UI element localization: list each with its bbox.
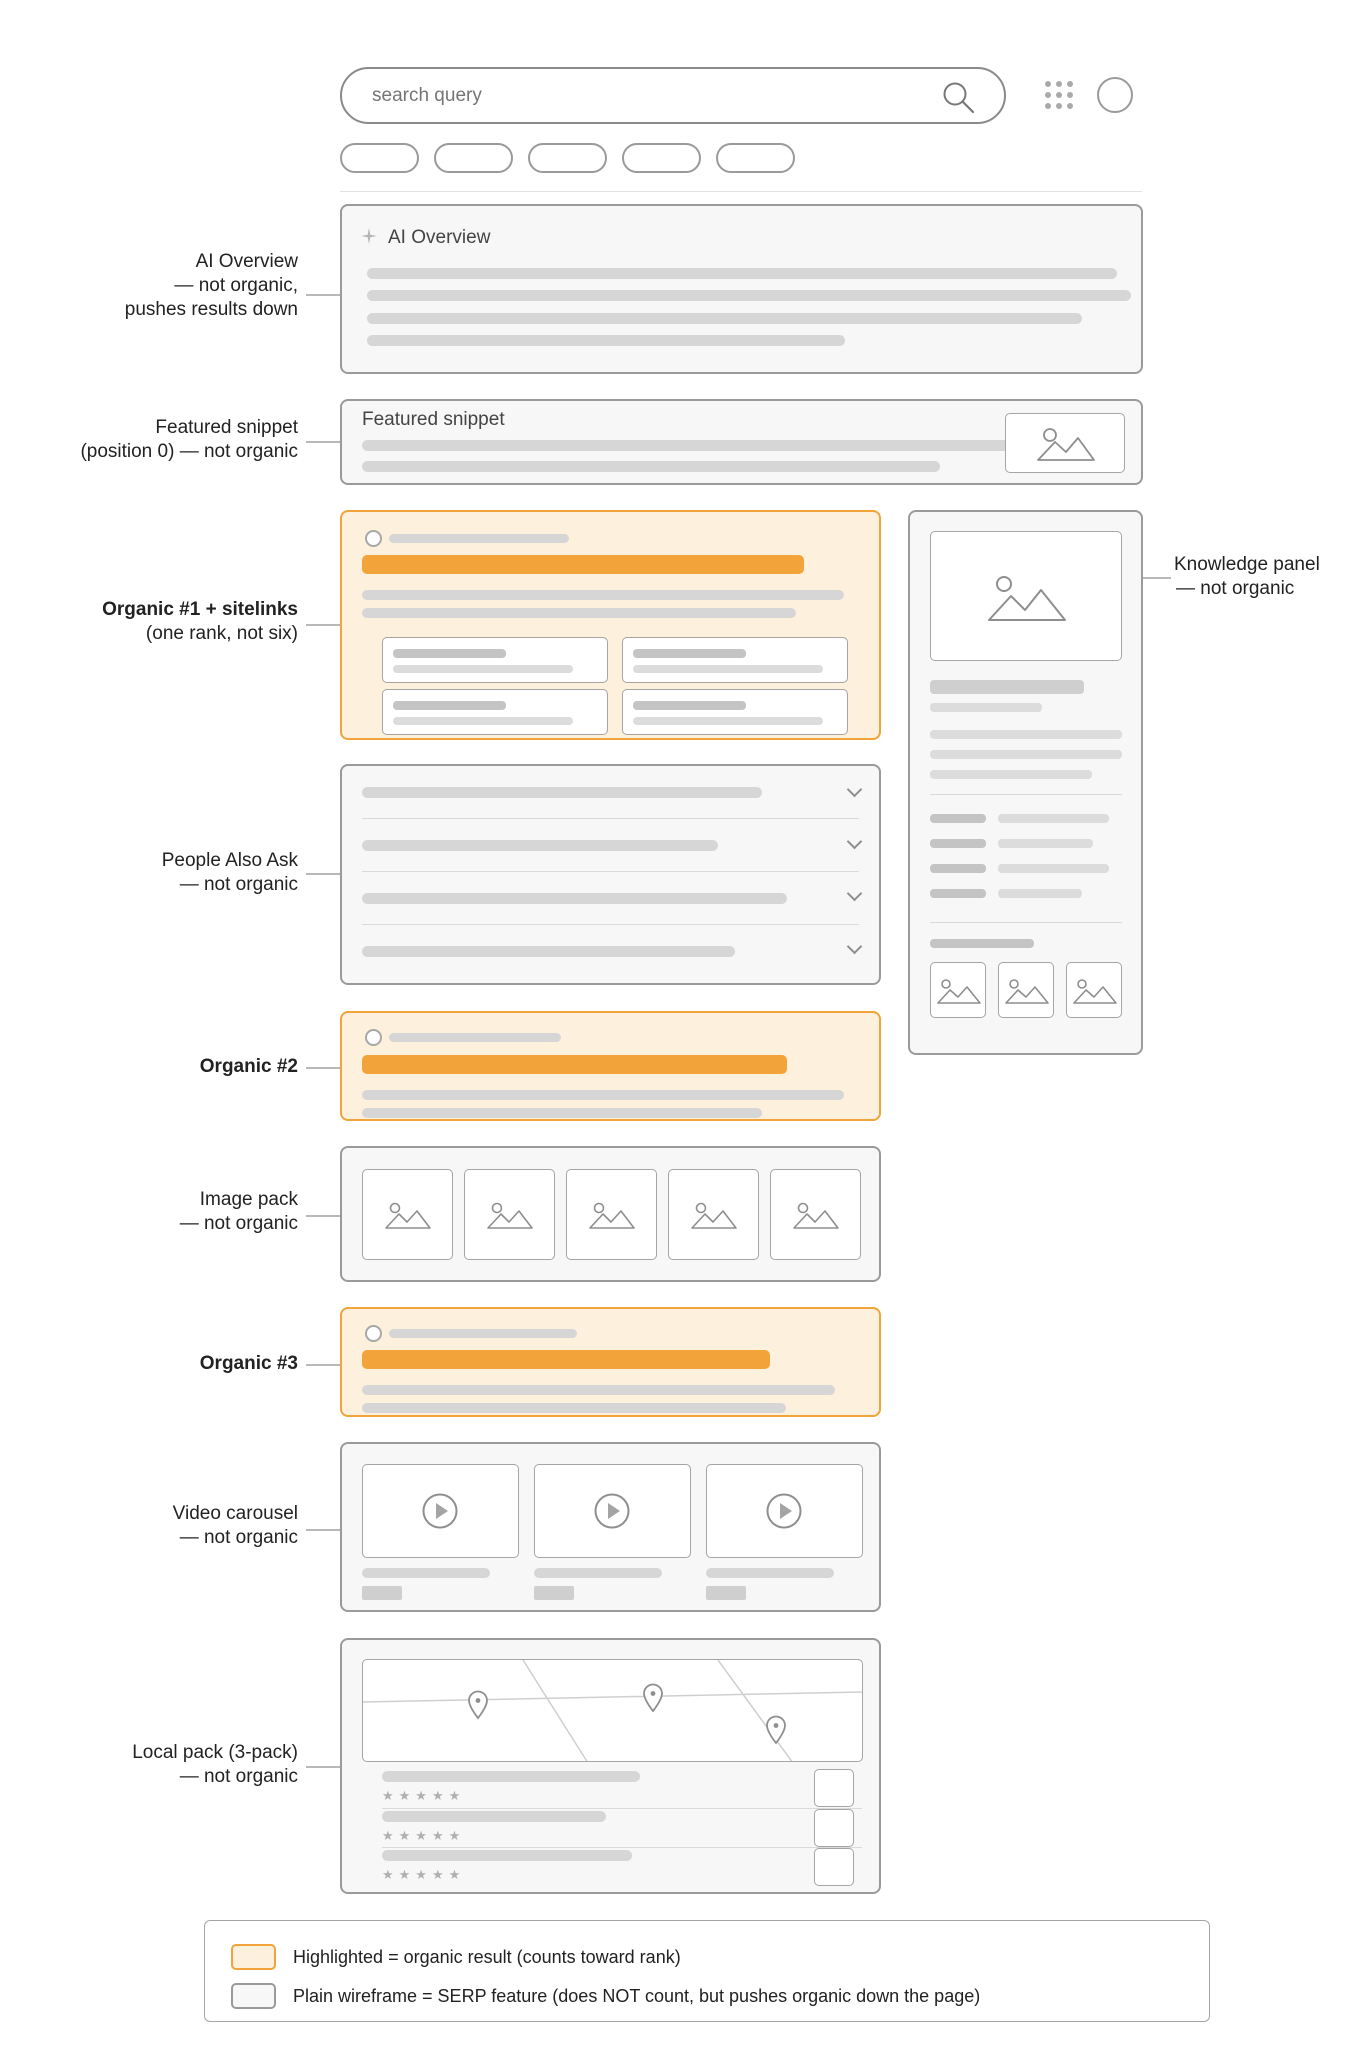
result-title-bar[interactable]	[362, 1055, 787, 1074]
image-placeholder-icon	[589, 1200, 635, 1230]
featured-snippet-box	[340, 399, 1143, 485]
local-listing[interactable]	[382, 1847, 842, 1885]
legend-feature-text: Plain wireframe = SERP feature (does NOT count, but pushes organic down the page)	[293, 1986, 981, 2006]
ai-overview-box	[340, 204, 1143, 374]
chevron-down-icon[interactable]	[847, 834, 863, 850]
organic-result-1[interactable]	[340, 510, 881, 740]
organic-result-2[interactable]	[340, 1011, 881, 1121]
video-card[interactable]	[706, 1464, 863, 1604]
text-line	[362, 1090, 844, 1100]
text-line	[362, 1108, 762, 1118]
map[interactable]	[362, 1659, 863, 1762]
label-people-also-ask: People Also Ask — not organic	[161, 850, 298, 895]
image-placeholder-icon	[1073, 977, 1117, 1005]
section-heading-bar	[930, 939, 1034, 948]
label-knowledge-panel: Knowledge panel — not organic	[1174, 554, 1320, 599]
listing-thumbnail	[814, 1769, 854, 1807]
paa-question[interactable]	[342, 872, 879, 924]
legend-swatch-organic	[231, 1944, 276, 1970]
sitelink[interactable]	[382, 689, 608, 735]
filter-chip-2[interactable]	[434, 143, 513, 173]
text-line	[930, 770, 1092, 779]
text-line	[362, 590, 844, 600]
image-tile[interactable]	[566, 1169, 657, 1260]
connector-line	[306, 1364, 340, 1366]
star-rating: ★★★★★	[382, 1788, 466, 1803]
sitelink[interactable]	[622, 689, 848, 735]
image-placeholder-icon	[1005, 977, 1049, 1005]
legend	[204, 1920, 1210, 2022]
legend-organic-text: Highlighted = organic result (counts toward rank)	[293, 1947, 681, 1967]
sparkle-icon	[361, 228, 377, 244]
label-organic-3: Organic #3	[199, 1353, 298, 1374]
connector-line	[306, 873, 340, 875]
text-line	[362, 440, 1062, 451]
image-placeholder-icon	[691, 1200, 737, 1230]
fact-row	[930, 814, 1122, 826]
text-line	[362, 608, 796, 618]
favicon	[365, 1029, 382, 1046]
connector-line	[306, 1766, 340, 1768]
image-tile[interactable]	[668, 1169, 759, 1260]
star-rating: ★★★★★	[382, 1828, 466, 1843]
image-tile[interactable]	[362, 1169, 453, 1260]
local-listing[interactable]	[382, 1768, 842, 1806]
video-card[interactable]	[534, 1464, 691, 1604]
account-circle-icon[interactable]	[1097, 77, 1133, 113]
image-tile[interactable]	[770, 1169, 861, 1260]
legend-swatch-feature	[231, 1983, 276, 2009]
listing-thumbnail	[814, 1848, 854, 1886]
header-divider	[340, 191, 1142, 192]
url-line	[389, 1033, 561, 1042]
chevron-down-icon[interactable]	[847, 939, 863, 955]
fact-row	[930, 889, 1122, 901]
play-icon[interactable]	[766, 1493, 802, 1529]
search-input[interactable]	[372, 83, 912, 109]
text-line	[930, 750, 1122, 759]
knowledge-image-tile[interactable]	[930, 962, 986, 1018]
connector-line	[306, 1215, 340, 1217]
filter-chip-3[interactable]	[528, 143, 607, 173]
local-pack-box	[340, 1638, 881, 1894]
label-ai-overview: AI Overview — not organic, pushes results down	[124, 251, 298, 320]
entity-type-bar	[930, 703, 1042, 712]
snippet-thumbnail	[1005, 413, 1125, 473]
label-organic-2: Organic #2	[199, 1056, 298, 1077]
image-placeholder-icon	[793, 1200, 839, 1230]
sitelink[interactable]	[622, 637, 848, 683]
chevron-down-icon[interactable]	[847, 886, 863, 902]
people-also-ask-box	[340, 764, 881, 985]
label-featured-snippet: Featured snippet (position 0) — not organic	[80, 417, 298, 462]
featured-snippet-title: Featured snippet	[362, 409, 505, 430]
knowledge-panel-box	[908, 510, 1143, 1055]
map-pin-icon[interactable]	[642, 1683, 664, 1713]
search-bar[interactable]	[340, 67, 1006, 124]
entity-name-bar	[930, 680, 1084, 694]
star-rating: ★★★★★	[382, 1867, 466, 1882]
label-video-carousel: Video carousel — not organic	[172, 1503, 298, 1548]
favicon	[365, 530, 382, 547]
connector-line	[306, 294, 340, 296]
filter-chip-5[interactable]	[716, 143, 795, 173]
paa-question[interactable]	[342, 766, 879, 818]
result-title-bar[interactable]	[362, 555, 804, 574]
listing-thumbnail	[814, 1809, 854, 1847]
knowledge-image-tile[interactable]	[998, 962, 1054, 1018]
favicon	[365, 1325, 382, 1342]
fact-row	[930, 864, 1122, 876]
map-pin-icon[interactable]	[467, 1690, 489, 1720]
text-line	[367, 335, 845, 346]
label-image-pack: Image pack — not organic	[179, 1189, 298, 1234]
connector-line	[306, 1529, 340, 1531]
connector-line	[1143, 577, 1171, 579]
image-placeholder-icon	[937, 977, 981, 1005]
knowledge-image-tile[interactable]	[1066, 962, 1122, 1018]
map-pin-icon[interactable]	[765, 1715, 787, 1745]
connector-line	[306, 441, 340, 443]
apps-grid-icon[interactable]	[1044, 80, 1074, 110]
organic-result-3[interactable]	[340, 1307, 881, 1417]
chevron-down-icon[interactable]	[847, 782, 863, 798]
image-placeholder-icon	[385, 1200, 431, 1230]
image-placeholder-icon	[987, 572, 1067, 622]
knowledge-panel-image	[930, 531, 1122, 661]
text-line	[367, 290, 1131, 301]
result-title-bar[interactable]	[362, 1350, 770, 1369]
play-icon[interactable]	[422, 1493, 458, 1529]
fact-row	[930, 839, 1122, 851]
text-line	[362, 1403, 786, 1413]
video-card[interactable]	[362, 1464, 519, 1604]
video-carousel-box	[340, 1442, 881, 1612]
paa-question[interactable]	[342, 819, 879, 871]
sitelink[interactable]	[382, 637, 608, 683]
filter-chip-1[interactable]	[340, 143, 419, 173]
url-line	[389, 534, 569, 543]
text-line	[930, 730, 1122, 739]
label-local-pack: Local pack (3-pack) — not organic	[132, 1742, 298, 1787]
image-pack-box	[340, 1146, 881, 1282]
search-icon[interactable]	[942, 81, 976, 115]
connector-line	[306, 1067, 340, 1069]
connector-line	[306, 624, 340, 626]
text-line	[362, 1385, 835, 1395]
text-line	[362, 461, 940, 472]
url-line	[389, 1329, 577, 1338]
image-placeholder-icon	[1036, 424, 1096, 462]
ai-overview-title: AI Overview	[388, 227, 491, 248]
label-organic-1: Organic #1 + sitelinks (one rank, not six)	[102, 599, 298, 644]
filter-chip-4[interactable]	[622, 143, 701, 173]
local-listing[interactable]	[382, 1808, 842, 1846]
image-placeholder-icon	[487, 1200, 533, 1230]
paa-question[interactable]	[342, 925, 879, 977]
text-line	[367, 313, 1082, 324]
play-icon[interactable]	[594, 1493, 630, 1529]
text-line	[367, 268, 1117, 279]
image-tile[interactable]	[464, 1169, 555, 1260]
